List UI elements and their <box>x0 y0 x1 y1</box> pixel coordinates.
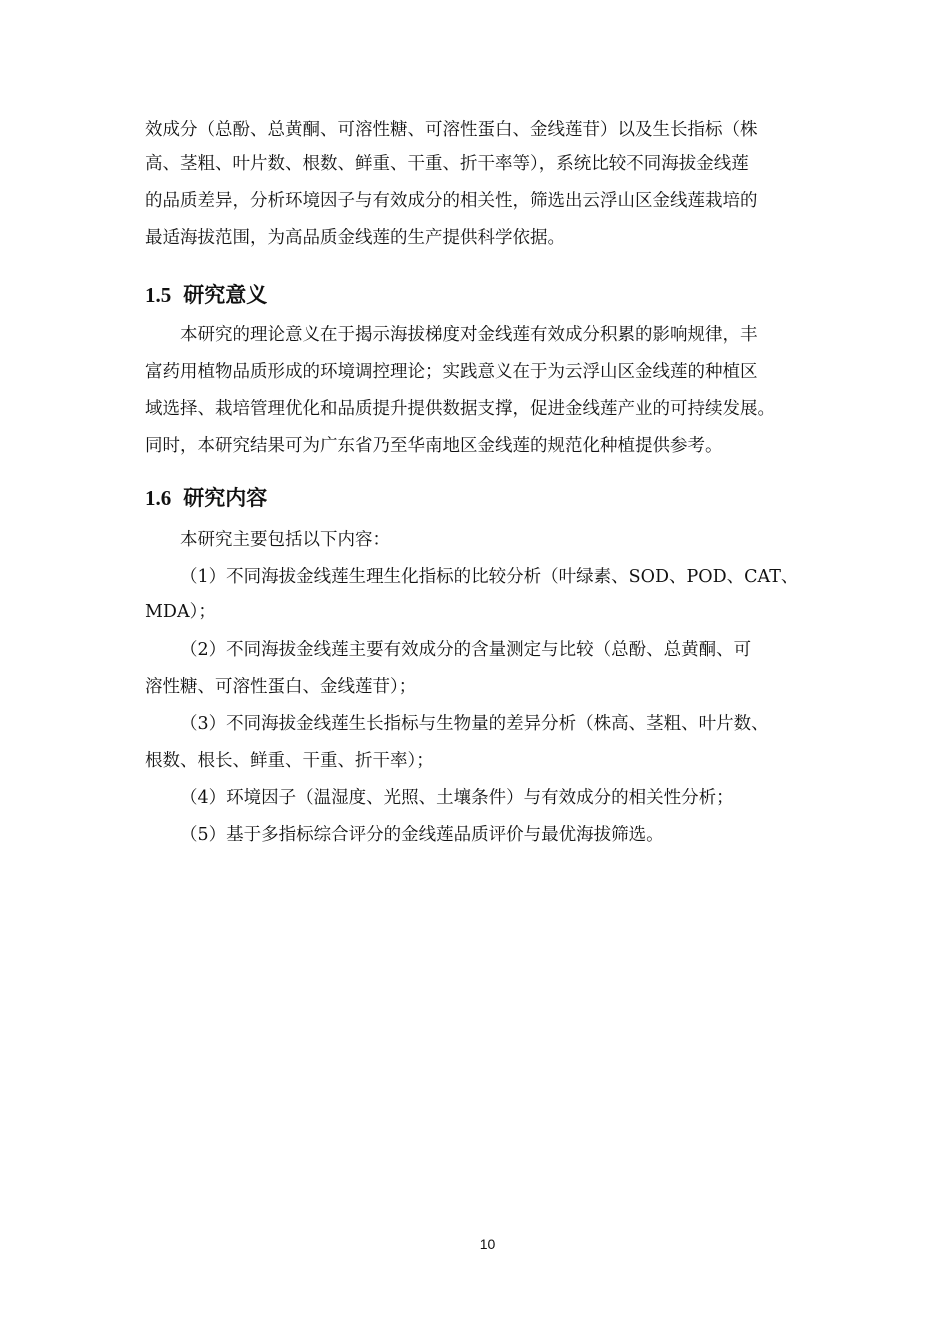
intro-line-4: 最适海拔范围，为高品质金线莲的生产提供科学依据。 <box>145 228 565 248</box>
page-number: 10 <box>479 1236 496 1252</box>
list-item-2-line-1: （2）不同海拔金线莲主要有效成分的含量测定与比较（总酚、总黄酮、可 <box>180 640 752 660</box>
list-item-5: （5）基于多指标综合评分的金线莲品质评价与最优海拔筛选。 <box>180 825 664 845</box>
section-number: 1.5 <box>145 283 172 307</box>
list-item-3-line-2: 根数、根长、鲜重、干重、折干率）； <box>145 751 434 771</box>
intro-line-2: 高、茎粗、叶片数、根数、鲜重、干重、折干率等），系统比较不同海拔金线莲 <box>145 154 749 174</box>
section-title: 研究内容 <box>183 485 268 510</box>
significance-line-2: 富药用植物品质形成的环境调控理论；实践意义在于为云浮山区金线莲的种植区 <box>145 362 758 382</box>
intro-line-1: 效成分（总酚、总黄酮、可溶性糖、可溶性蛋白、金线莲苷）以及生长指标（株 <box>145 120 758 140</box>
section-number: 1.6 <box>145 486 172 510</box>
intro-line-3: 的品质差异，分析环境因子与有效成分的相关性，筛选出云浮山区金线莲栽培的 <box>145 191 758 211</box>
section-heading-1-5 <box>145 281 267 309</box>
list-item-4: （4）环境因子（温湿度、光照、土壤条件）与有效成分的相关性分析； <box>180 788 734 808</box>
section-heading-1-6 <box>145 484 267 512</box>
list-item-1-line-1: （1）不同海拔金线莲生理生化指标的比较分析（叶绿素、SOD、POD、CAT、 <box>180 567 799 587</box>
list-item-1-line-2: MDA）； <box>145 602 216 622</box>
significance-line-3: 域选择、栽培管理优化和品质提升提供数据支撑，促进金线莲产业的可持续发展。 <box>145 399 775 419</box>
list-item-2-line-2: 溶性糖、可溶性蛋白、金线莲苷）； <box>145 677 417 697</box>
content-intro: 本研究主要包括以下内容： <box>180 530 390 550</box>
significance-line-1: 本研究的理论意义在于揭示海拔梯度对金线莲有效成分积累的影响规律，丰 <box>180 325 758 345</box>
section-title: 研究意义 <box>183 282 268 307</box>
significance-line-4: 同时，本研究结果可为广东省乃至华南地区金线莲的规范化种植提供参考。 <box>145 436 723 456</box>
list-item-3-line-1: （3）不同海拔金线莲生长指标与生物量的差异分析（株高、茎粗、叶片数、 <box>180 714 769 734</box>
